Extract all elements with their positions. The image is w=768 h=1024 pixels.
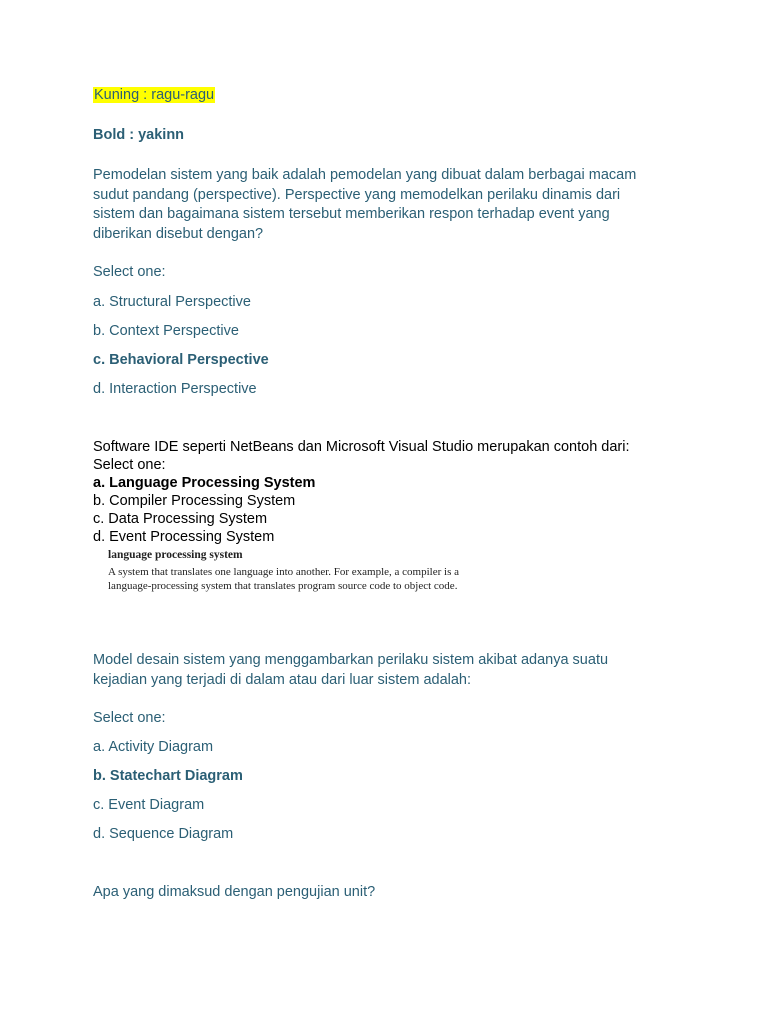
q1-option-a: a. Structural Perspective (93, 294, 251, 310)
q3-select-one: Select one: (93, 710, 166, 726)
q2-question: Software IDE seperti NetBeans dan Microsoft Visual Studio merupakan contoh dari: (93, 439, 630, 455)
q3-option-b: b. Statechart Diagram (93, 768, 243, 784)
legend-yellow-label: Kuning : ragu-ragu (94, 87, 215, 103)
q2-option-d: d. Event Processing System (93, 529, 275, 545)
legend-yellow (93, 87, 215, 103)
q2-option-a: a. Language Processing System (93, 475, 316, 491)
q3-option-a: a. Activity Diagram (93, 739, 214, 755)
excerpt-term: language processing system (108, 549, 243, 561)
q2-select-one: Select one: (93, 457, 166, 473)
q1-question: Pemodelan sistem yang baik adalah pemodelan yang dibuat dalam berbagai macam sudut pandang (perspective). Perspective yang memodelkan perilaku dinamis dari sistem dan bagaimana sistem tersebut memberikan respon terhadap event yang diberikan disebut dengan? (93, 167, 637, 242)
q4-question: Apa yang dimaksud dengan pengujian unit? (93, 884, 376, 900)
glossary-excerpt-image (108, 548, 508, 593)
q1-option-c: c. Behavioral Perspective (93, 352, 269, 368)
q2-option-c: c. Data Processing System (93, 511, 268, 527)
q1-option-d: d. Interaction Perspective (93, 381, 257, 397)
q3-question: Model desain sistem yang menggambarkan perilaku sistem akibat adanya suatu kejadian yang terjadi di dalam atau dari luar sistem adalah: (93, 652, 609, 688)
q3-option-c: c. Event Diagram (93, 797, 205, 813)
q2-block (93, 438, 693, 546)
excerpt-definition: A system that translates one language into another. For example, a compiler is a language-processing system that translates program source code to object code. (108, 566, 459, 592)
q3-option-d: d. Sequence Diagram (93, 826, 234, 842)
q2-option-b: b. Compiler Processing System (93, 493, 296, 509)
q1-option-b: b. Context Perspective (93, 323, 239, 339)
q1-select-one: Select one: (93, 264, 166, 280)
legend-bold-label: Bold : yakinn (93, 127, 185, 143)
